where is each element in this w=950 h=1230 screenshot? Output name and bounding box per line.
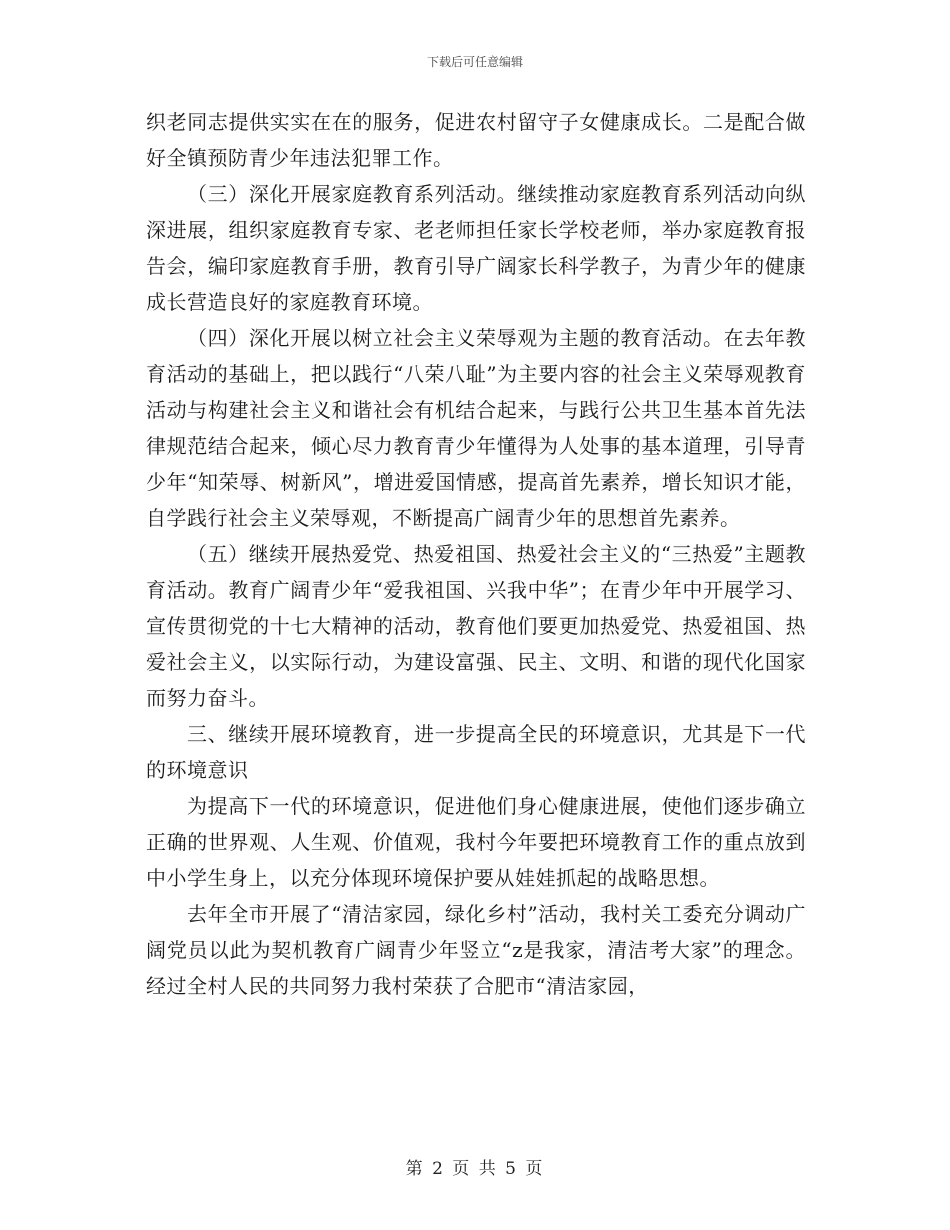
page-number-footer: 第 2 页 共 5 页 (405, 1159, 545, 1179)
paragraph: （四）深化开展以树立社会主义荣辱观为主题的教育活动。在去年教育活动的基础上，把以践行“八荣八耻”为主要内容的社会主义荣辱观教育活动与构建社会主义和谐社会有机结合起来，与践行公共卫生基本首先法律规范结合起来，倾心尽力教育青少年懂得为人处事的基本道理，引导青少年“知荣辱、树新风”，增进爱国情感，提高首先素养，增长知识才能，自学践行社会主义荣辱观，不断提高广阔青少年的思想首先素养。 (146, 326, 806, 530)
section-heading: 三、继续开展环境教育，进一步提高全民的环境意识，尤其是下一代的环境意识 (146, 722, 806, 782)
paragraph: （三）深化开展家庭教育系列活动。继续推动家庭教育系列活动向纵深进展，组织家庭教育专家、老老师担任家长学校老师，举办家庭教育报告会，编印家庭教育手册，教育引导广阔家长科学教子，为青少年的健康成长营造良好的家庭教育环境。 (146, 182, 806, 314)
paragraph: 为提高下一代的环境意识，促进他们身心健康进展，使他们逐步确立正确的世界观、人生观、价值观，我村今年要把环境教育工作的重点放到中小学生身上，以充分体现环境保护要从娃娃抓起的战略思想。 (146, 794, 806, 890)
paragraph: 去年全市开展了“清洁家园，绿化乡村”活动，我村关工委充分调动广阔党员以此为契机教育广阔青少年竖立“z是我家，清洁考大家”的理念。经过全村人民的共同努力我村荣获了合肥市“清洁家园， (146, 902, 806, 998)
paragraph: （五）继续开展热爱党、热爱祖国、热爱社会主义的“三热爱”主题教育活动。教育广阔青少年“爱我祖国、兴我中华”；在青少年中开展学习、宣传贯彻党的十七大精神的活动，教育他们要更加热爱党、热爱祖国、热爱社会主义，以实际行动，为建设富强、民主、文明、和谐的现代化国家而努力奋斗。 (146, 542, 806, 710)
paragraph: 织老同志提供实实在在的服务，促进农村留守子女健康成长。二是配合做好全镇预防青少年违法犯罪工作。 (146, 110, 806, 170)
document-body (146, 104, 806, 1004)
page-header: 下载后可任意编辑 (426, 55, 523, 69)
